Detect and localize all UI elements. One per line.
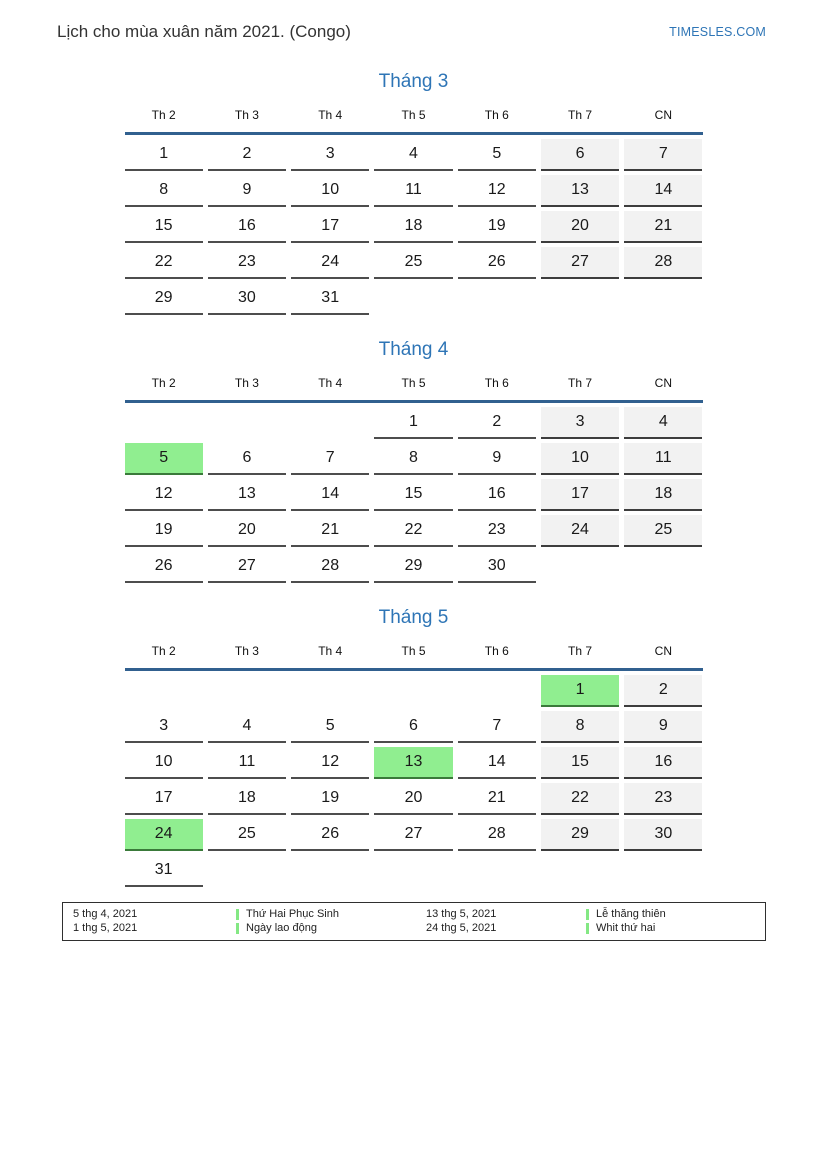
day-cell: 2 [458,407,536,439]
day-cell: 7 [291,443,369,475]
day-cell: 30 [624,819,702,851]
day-cell: 24 [291,247,369,279]
empty-cell [208,675,286,707]
page-title: Lịch cho mùa xuân năm 2021. (Congo) [57,22,351,41]
day-cell: 27 [374,819,452,851]
weekday-label: Th 4 [318,644,343,658]
day-cell: 7 [624,139,702,171]
legend-holiday-name [236,907,426,921]
day-cell: 21 [291,515,369,547]
header-rule [125,668,703,671]
empty-cell [208,407,286,439]
day-cell: 16 [624,747,702,779]
day-cell: 19 [458,211,536,243]
day-cell: 8 [374,443,452,475]
day-cell: 9 [458,443,536,475]
weekday-label: Th 3 [234,644,259,658]
month-april [125,338,703,583]
empty-cell [125,407,203,439]
day-cell: 17 [125,783,203,815]
day-cell: 6 [541,139,619,171]
weekday-label: Th 2 [151,108,176,122]
day-cell: 30 [458,551,536,583]
day-cell: 22 [541,783,619,815]
day-cell: 12 [125,479,203,511]
day-cell: 3 [291,139,369,171]
empty-cell [125,675,203,707]
header [0,20,827,44]
day-cell: 4 [624,407,702,439]
legend-holiday-name [586,907,765,921]
day-cell: 12 [458,175,536,207]
weekday-label: Th 7 [568,376,593,390]
day-cell: 29 [541,819,619,851]
weekday-label: Th 5 [401,376,426,390]
day-cell: 9 [208,175,286,207]
holiday-marker-icon [236,923,239,934]
legend-date: 24 thg 5, 2021 [426,922,497,934]
day-cell: 3 [541,407,619,439]
day-cell: 21 [458,783,536,815]
weekday-label: Th 6 [484,108,509,122]
day-cell: 2 [208,139,286,171]
weekday-label: CN [654,376,673,390]
day-cell: 19 [291,783,369,815]
day-cell: 11 [624,443,702,475]
day-cell: 14 [624,175,702,207]
weekday-label: Th 3 [234,376,259,390]
day-cell: 10 [541,443,619,475]
day-cell: 10 [291,175,369,207]
weekday-label: Th 7 [568,108,593,122]
day-cell: 28 [624,247,702,279]
legend-holiday-label: Lễ thăng thiên [596,908,666,920]
legend-holiday-label: Ngày lao động [246,922,317,934]
day-cell: 8 [125,175,203,207]
day-cell: 4 [208,711,286,743]
legend-holiday-name [586,921,765,935]
day-grid [125,139,703,315]
legend-date: 1 thg 5, 2021 [73,922,138,934]
legend-holiday-label: Whit thứ hai [596,922,656,934]
month-title: Tháng 3 [378,71,449,92]
header-rule [125,132,703,135]
day-cell: 28 [291,551,369,583]
weekday-label: Th 2 [151,376,176,390]
empty-cell [458,675,536,707]
day-cell: 25 [208,819,286,851]
month-march [125,70,703,315]
day-cell: 13 [541,175,619,207]
weekday-label: Th 6 [484,376,509,390]
weekday-label: Th 3 [234,108,259,122]
legend-holiday-label: Thứ Hai Phục Sinh [246,908,339,920]
day-grid [125,675,703,887]
day-cell: 6 [374,711,452,743]
day-cell: 22 [374,515,452,547]
legend-holiday-name [236,921,426,935]
month-may [125,606,703,887]
weekday-label: Th 4 [318,376,343,390]
holiday-marker-icon [586,923,589,934]
day-cell: 11 [208,747,286,779]
day-cell: 12 [291,747,369,779]
weekday-header-row [125,106,703,124]
day-cell: 16 [458,479,536,511]
weekday-label: Th 7 [568,644,593,658]
day-cell: 11 [374,175,452,207]
weekday-label: Th 4 [318,108,343,122]
weekday-label: Th 5 [401,108,426,122]
day-cell: 20 [541,211,619,243]
holiday-legend [62,902,766,941]
legend-date: 13 thg 5, 2021 [426,908,497,920]
holiday-day-cell: 5 [125,443,203,475]
site-link[interactable]: TIMESLES.COM [669,25,766,39]
day-cell: 15 [125,211,203,243]
day-cell: 25 [374,247,452,279]
day-cell: 23 [624,783,702,815]
day-cell: 23 [208,247,286,279]
day-cell: 14 [458,747,536,779]
weekday-header-row [125,374,703,392]
day-cell: 22 [125,247,203,279]
day-cell: 2 [624,675,702,707]
day-cell: 4 [374,139,452,171]
day-cell: 27 [541,247,619,279]
weekday-label: CN [654,644,673,658]
day-cell: 17 [541,479,619,511]
day-cell: 26 [125,551,203,583]
day-cell: 30 [208,283,286,315]
day-cell: 29 [125,283,203,315]
day-cell: 26 [291,819,369,851]
day-cell: 15 [541,747,619,779]
legend-date: 5 thg 4, 2021 [73,908,138,920]
day-cell: 24 [541,515,619,547]
day-cell: 31 [125,855,203,887]
weekday-label: CN [654,108,673,122]
empty-cell [291,407,369,439]
month-title: Tháng 5 [378,607,449,628]
day-cell: 19 [125,515,203,547]
day-grid [125,407,703,583]
day-cell: 18 [624,479,702,511]
day-cell: 7 [458,711,536,743]
day-cell: 16 [208,211,286,243]
calendar-body [125,70,703,887]
day-cell: 26 [458,247,536,279]
day-cell: 23 [458,515,536,547]
day-cell: 20 [374,783,452,815]
holiday-marker-icon [236,909,239,920]
day-cell: 31 [291,283,369,315]
day-cell: 15 [374,479,452,511]
weekday-label: Th 6 [484,644,509,658]
day-cell: 1 [374,407,452,439]
day-cell: 6 [208,443,286,475]
weekday-label: Th 2 [151,644,176,658]
day-cell: 25 [624,515,702,547]
holiday-day-cell: 24 [125,819,203,851]
month-title: Tháng 4 [378,339,449,360]
day-cell: 14 [291,479,369,511]
holiday-day-cell: 1 [541,675,619,707]
empty-cell [291,675,369,707]
day-cell: 27 [208,551,286,583]
holiday-marker-icon [586,909,589,920]
day-cell: 5 [458,139,536,171]
weekday-header-row [125,642,703,660]
day-cell: 10 [125,747,203,779]
day-cell: 29 [374,551,452,583]
day-cell: 20 [208,515,286,547]
header-rule [125,400,703,403]
day-cell: 13 [208,479,286,511]
day-cell: 18 [208,783,286,815]
day-cell: 3 [125,711,203,743]
day-cell: 21 [624,211,702,243]
day-cell: 18 [374,211,452,243]
empty-cell [374,675,452,707]
day-cell: 1 [125,139,203,171]
weekday-label: Th 5 [401,644,426,658]
holiday-day-cell: 13 [374,747,452,779]
day-cell: 8 [541,711,619,743]
day-cell: 28 [458,819,536,851]
day-cell: 17 [291,211,369,243]
day-cell: 5 [291,711,369,743]
day-cell: 9 [624,711,702,743]
